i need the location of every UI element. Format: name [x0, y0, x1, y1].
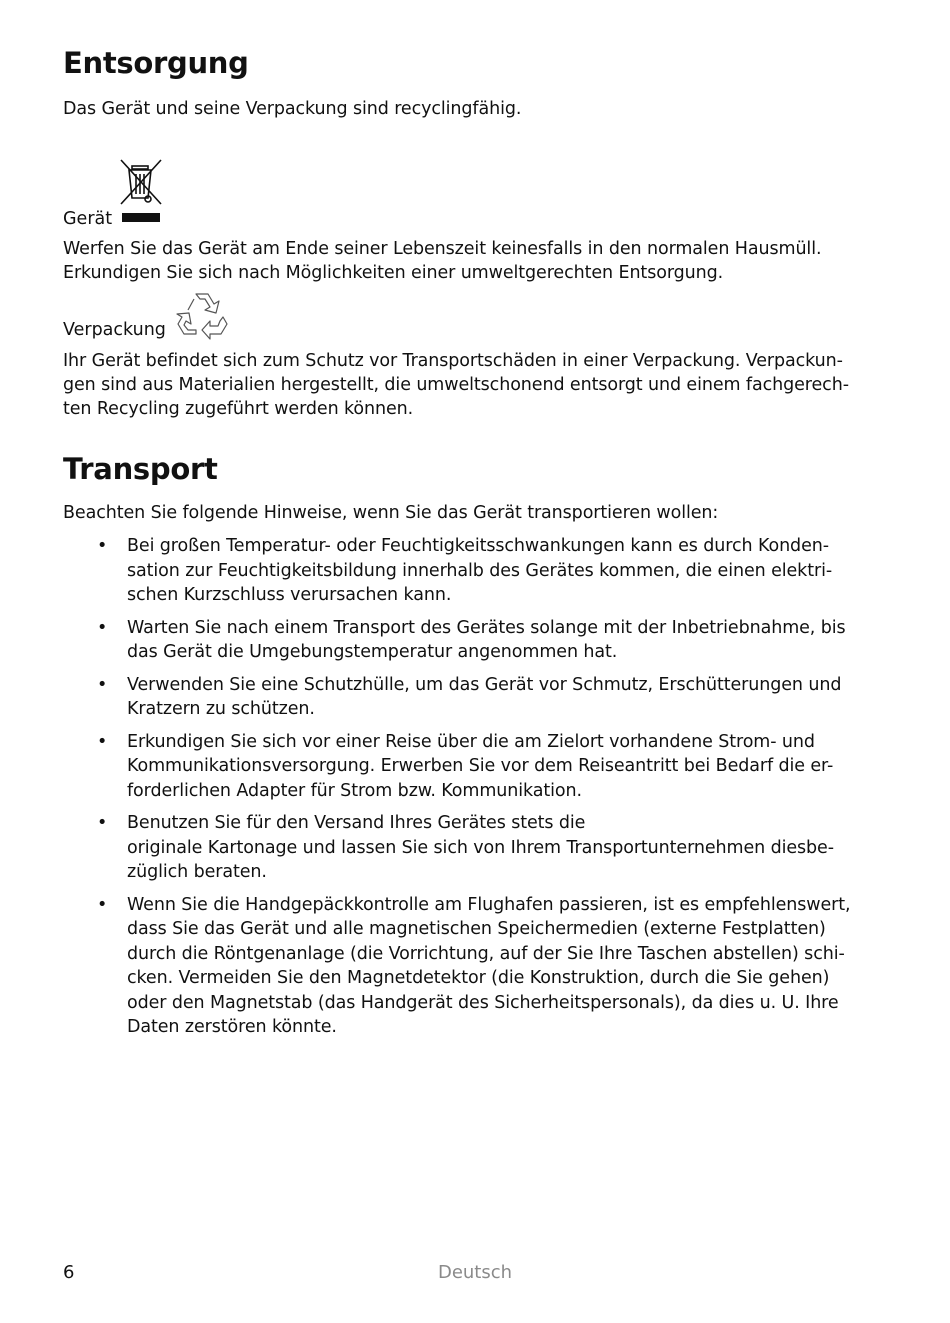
list-item-line: cken. Vermeiden Sie den Magnetdetektor (die Konstruktion, durch die Sie gehen) — [127, 968, 830, 988]
bullet-point: • — [97, 674, 108, 695]
list-item-line: dass Sie das Gerät und alle magnetischen Speichermedien (externe Festplatten) — [127, 919, 826, 939]
footer-language: Deutsch — [437, 1262, 513, 1283]
list-item-line: das Gerät die Umgebungstemperatur angenommen hat. — [127, 642, 618, 662]
packaging-text-line-1: Ihr Gerät befindet sich zum Schutz vor Transportschäden in einer Verpackung. Verpackun- — [63, 351, 843, 371]
list-item-line: Kratzern zu schützen. — [127, 699, 315, 719]
list-item — [63, 811, 893, 885]
list-item-line: Kommunikationsversorgung. Erwerben Sie vor dem Reiseantritt bei Bedarf die er- — [127, 756, 834, 776]
list-item — [63, 730, 893, 804]
list-item — [63, 534, 893, 608]
list-item-line: Verwenden Sie eine Schutzhülle, um das Gerät vor Schmutz, Erschütterungen und — [127, 674, 842, 695]
bullet-point: • — [97, 617, 108, 638]
list-item-line: Benutzen Sie für den Versand Ihres Gerätes stets die — [127, 813, 586, 833]
page-number: 6 — [63, 1262, 75, 1283]
transport-intro: Beachten Sie folgende Hinweise, wenn Sie das Gerät transportieren wollen: — [63, 503, 719, 523]
list-item — [63, 673, 893, 722]
list-item-line: Daten zerstören könnte. — [127, 1017, 337, 1037]
bullet-point: • — [97, 813, 108, 833]
list-item-line: forderlichen Adapter für Strom bzw. Kommunikation. — [127, 780, 582, 801]
heading-transport: Transport — [63, 452, 218, 486]
device-label: Gerät — [63, 209, 113, 229]
device-text-line-2: Erkundigen Sie sich nach Möglichkeiten einer umweltgerechten Entsorgung. — [63, 263, 724, 283]
list-item-line: Erkundigen Sie sich vor einer Reise über die am Zielort vorhandene Strom- und — [127, 731, 815, 752]
list-item-line: Wenn Sie die Handgepäckkontrolle am Flughafen passieren, ist es empfehlenswert, — [127, 894, 851, 915]
packaging-text-line-3: ten Recycling zugeführt werden können. — [63, 399, 414, 419]
list-item-line: züglich beraten. — [127, 862, 267, 882]
bullet-point: • — [97, 731, 108, 752]
transport-list — [63, 534, 893, 1048]
recycling-arrows-icon — [176, 291, 228, 337]
heading-entsorgung: Entsorgung — [63, 46, 249, 80]
list-item-line: originale Kartonage und lassen Sie sich von Ihrem Transportunternehmen diesbe- — [127, 837, 834, 858]
list-item-line: Warten Sie nach einem Transport des Gerätes solange mit der Inbetriebnahme, bis — [127, 617, 846, 638]
list-item-line: oder den Magnetstab (das Handgerät des Sicherheitspersonals), da dies u. U. Ihre — [127, 992, 839, 1013]
packaging-text-line-2: gen sind aus Materialien hergestellt, die umweltschonend entsorgt und einem fachgerech- — [63, 375, 849, 395]
list-item — [63, 616, 893, 665]
list-item-line: Bei großen Temperatur- oder Feuchtigkeitsschwankungen kann es durch Konden- — [127, 536, 829, 556]
list-item-line: sation zur Feuchtigkeitsbildung innerhalb des Gerätes kommen, die einen elektri- — [127, 560, 833, 581]
list-item-line: schen Kurzschluss verursachen kann. — [127, 585, 452, 605]
disposal-intro: Das Gerät und seine Verpackung sind recyclingfähig. — [63, 99, 522, 119]
device-text-line-1: Werfen Sie das Gerät am Ende seiner Lebenszeit keinesfalls in den normalen Hausmüll. — [63, 239, 822, 259]
bullet-point: • — [97, 536, 108, 556]
list-item-line: durch die Röntgenanlage (die Vorrichtung, auf der Sie Ihre Taschen abstellen) schi- — [127, 943, 845, 964]
list-item — [63, 893, 893, 1040]
crossed-out-wheelie-bin-icon — [118, 158, 164, 224]
bullet-point: • — [97, 894, 108, 915]
packaging-label: Verpackung — [63, 320, 166, 340]
